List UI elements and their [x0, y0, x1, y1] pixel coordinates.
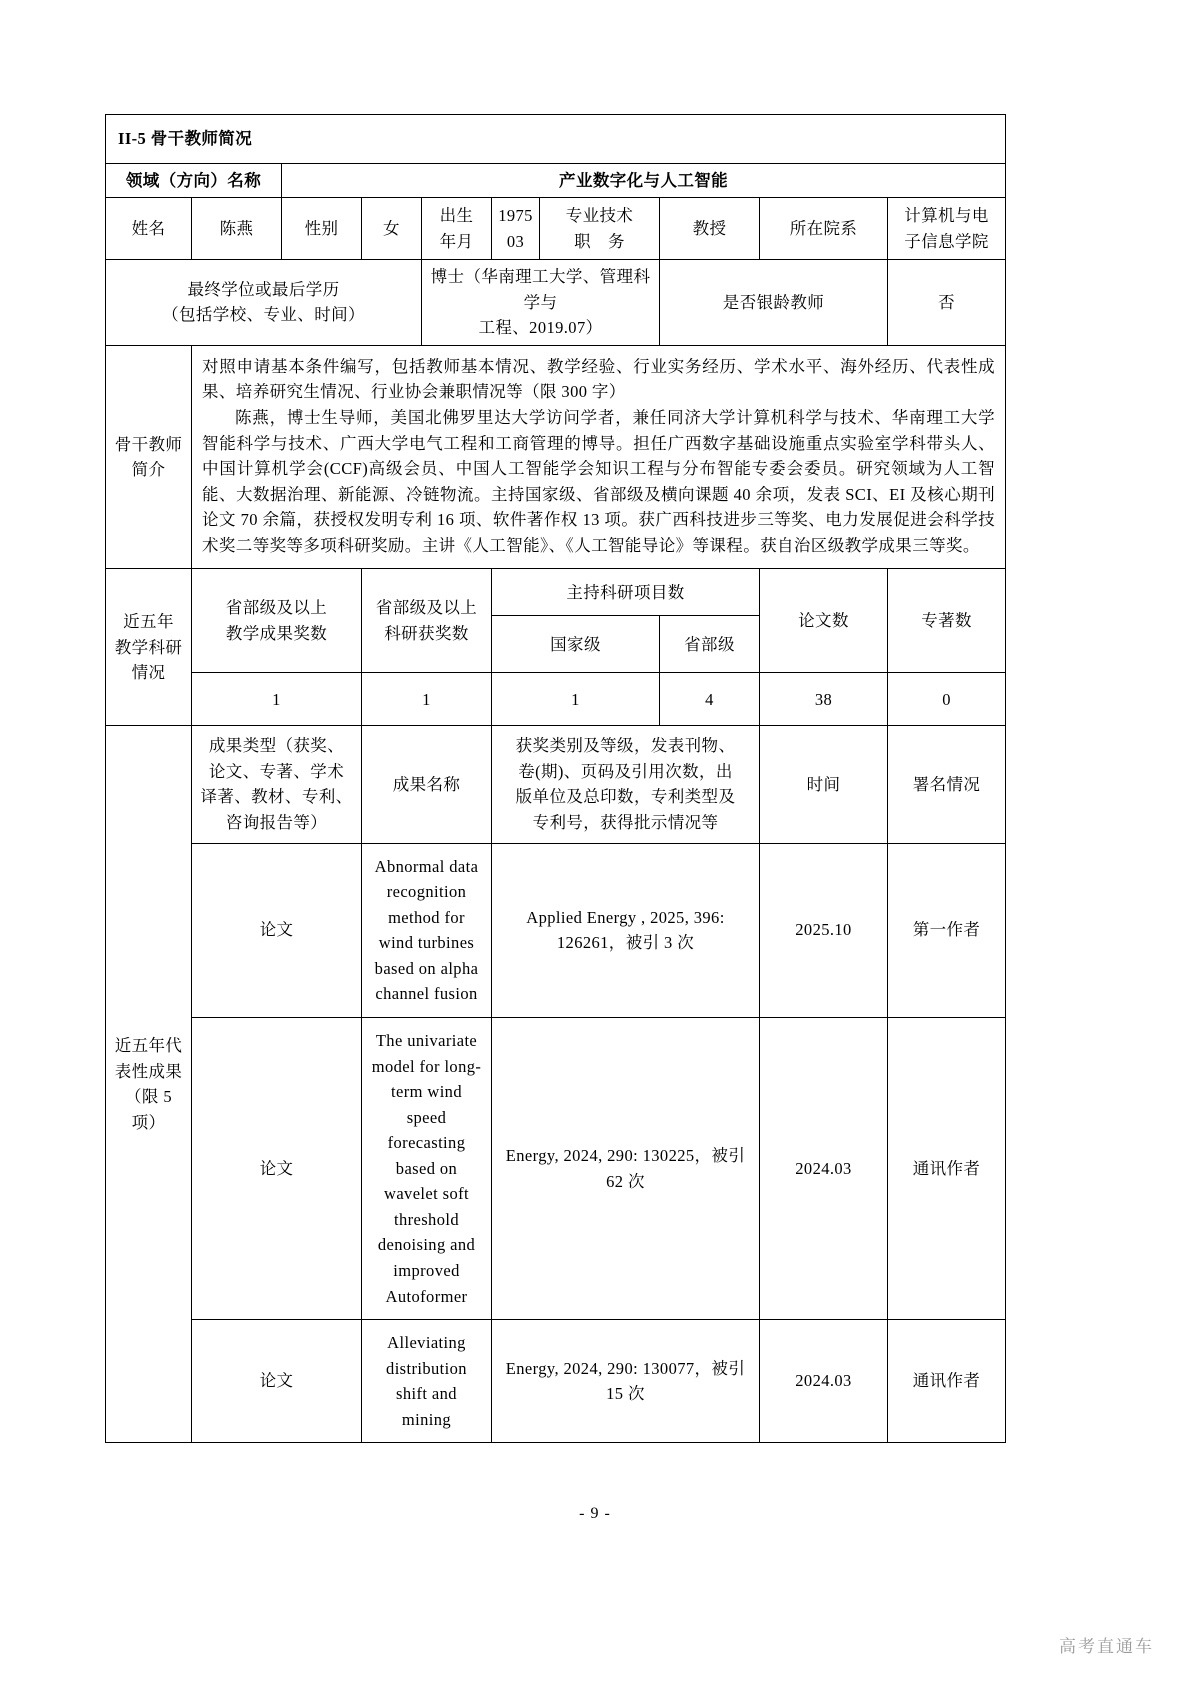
bio-row-label [106, 345, 192, 569]
achievement-detail: Applied Energy , 2025, 396: 126261，被引 3 次 [492, 843, 760, 1017]
achievements-header-time: 时间 [760, 726, 888, 843]
stats-row-label-line3: 情况 [131, 663, 166, 683]
achievement-title: Abnormal data recognition method for wind turbines based on alpha channel fusion [362, 843, 492, 1017]
stats-header-row [106, 569, 1006, 616]
achievement-type: 论文 [192, 1017, 362, 1319]
degree-label-line2: （包括学校、专业、时间） [162, 305, 365, 325]
faculty-profile-table [105, 114, 1006, 1443]
section-title: II-5 骨干教师简况 [106, 115, 1006, 164]
achievements-header-row [106, 726, 1006, 843]
achievements-header-type-line1: 成果类型（获奖、 [208, 736, 345, 756]
department-label: 所在院系 [760, 198, 888, 260]
stats-value-projects-national: 1 [492, 673, 660, 726]
achievements-row-label [106, 726, 192, 1443]
achievements-header-type-line3: 译著、教材、专利、 [200, 787, 353, 807]
birth-label-line2: 年月 [439, 231, 474, 251]
birth-label [422, 198, 492, 260]
achievement-title: Alleviating distribution shift and mining [362, 1320, 492, 1443]
form-sheet [105, 114, 1005, 1443]
achievements-header-type-line4: 咨询报告等） [225, 813, 328, 832]
achievement-time: 2025.10 [760, 843, 888, 1017]
achievements-header-authorship: 署名情况 [888, 726, 1006, 843]
stats-value-projects-provincial: 4 [660, 673, 760, 726]
page-number: - 9 - [579, 1505, 611, 1522]
achievements-row-label-line2: 表性成果 [114, 1061, 183, 1081]
table-row [106, 1320, 1006, 1443]
achievement-type: 论文 [192, 843, 362, 1017]
bio-row [106, 345, 1006, 569]
senior-teacher-value: 否 [888, 260, 1006, 346]
achievements-row-label-line3: （限 5 项） [125, 1087, 172, 1132]
bio-row-label-line2: 简介 [131, 460, 166, 480]
achievement-authorship: 第一作者 [888, 843, 1006, 1017]
achievement-time: 2024.03 [760, 1320, 888, 1443]
section-title-row [106, 115, 1006, 164]
degree-label-line1: 最终学位或最后学历 [187, 279, 340, 299]
stats-row-label-line2: 教学科研 [114, 637, 183, 657]
achievement-detail: Energy, 2024, 290: 130077，被引 15 次 [492, 1320, 760, 1443]
table-row [106, 1017, 1006, 1319]
professional-title-label-line2: 职 务 [574, 231, 625, 251]
achievement-time: 2024.03 [760, 1017, 888, 1319]
table-row [106, 843, 1006, 1017]
achievements-header-detail [492, 726, 760, 843]
senior-teacher-label: 是否银龄教师 [660, 260, 888, 346]
stats-header-research-award [362, 569, 492, 673]
professional-title-label [540, 198, 660, 260]
degree-value-line1: 博士（华南理工大学、管理科学与 [430, 267, 651, 312]
stats-header-projects-group: 主持科研项目数 [492, 569, 760, 616]
degree-value-line2: 工程、2019.07） [478, 318, 603, 338]
watermark: 高考直通车 [1059, 1637, 1154, 1656]
stats-value-teaching-award: 1 [192, 673, 362, 726]
name-label: 姓名 [106, 198, 192, 260]
stats-header-teaching-award-line2: 教学成果奖数 [225, 623, 328, 643]
birth-value [492, 198, 540, 260]
stats-header-papers: 论文数 [760, 569, 888, 673]
department-value-line1: 计算机与电 [904, 206, 989, 226]
professional-title-label-line1: 专业技术 [565, 206, 634, 226]
department-value-line2: 子信息学院 [904, 231, 989, 251]
achievements-header-type [192, 726, 362, 843]
birth-year: 1975 [498, 206, 533, 226]
achievement-authorship: 通讯作者 [888, 1017, 1006, 1319]
domain-row [106, 163, 1006, 198]
stats-header-teaching-award-line1: 省部级及以上 [225, 598, 328, 618]
degree-label [106, 260, 422, 346]
stats-header-research-award-line1: 省部级及以上 [375, 598, 478, 618]
personal-info-row [106, 198, 1006, 260]
stats-header-projects-national: 国家级 [492, 616, 660, 673]
birth-month: 03 [506, 231, 525, 251]
stats-row-label-line1: 近五年 [123, 611, 174, 631]
stats-values-row [106, 673, 1006, 726]
stats-header-monographs: 专著数 [888, 569, 1006, 673]
degree-row [106, 260, 1006, 346]
achievements-header-detail-line1: 获奖类别及等级，发表刊物、 [515, 736, 736, 756]
department-value [888, 198, 1006, 260]
degree-value [422, 260, 660, 346]
domain-label: 领域（方向）名称 [106, 163, 282, 198]
achievements-header-detail-line3: 版单位及总印数，专利类型及 [515, 787, 736, 807]
stats-value-monographs: 0 [888, 673, 1006, 726]
bio-content-cell [192, 345, 1006, 569]
name-value: 陈燕 [192, 198, 282, 260]
achievement-type: 论文 [192, 1320, 362, 1443]
bio-content: 陈燕，博士生导师，美国北佛罗里达大学访问学者，兼任同济大学计算机科学与技术、华南理工大学智能科学与技术、广西大学电气工程和工商管理的博导。担任广西数字基础设施重点实验室学科带头人、中国计算机学会(CCF)高级会员、中国人工智能学会知识工程与分布智能专委会委员。研究领域为人工智能、大数据治理、新能源、冷链物流。主持国家级、省部级及横向课题 40 余项，发表 SCI、EI 及核心期刊论文 70 余篇，获授权发明专利 16 项、软件著作权 13 项。获广西科技进步三等奖、电力发展促进会科学技术奖二等奖等多项科研奖励。主讲《人工智能》、《人工智能导论》等课程。获自治区级教学成果三等奖。 [202, 407, 996, 555]
stats-header-teaching-award [192, 569, 362, 673]
professional-title-value: 教授 [660, 198, 760, 260]
bio-row-label-line1: 骨干教师 [114, 434, 183, 454]
bio-instruction: 对照申请基本条件编写，包括教师基本情况、教学经验、行业实务经历、学术水平、海外经历、代表性成果、培养研究生情况、行业协会兼职情况等（限 300 字） [202, 356, 996, 402]
achievements-header-detail-line4: 专利号，获得批示情况等 [532, 813, 719, 832]
stats-value-research-award: 1 [362, 673, 492, 726]
achievements-header-detail-line2: 卷(期)、页码及引用次数，出 [518, 761, 733, 781]
domain-value: 产业数字化与人工智能 [282, 163, 1006, 198]
achievement-detail: Energy, 2024, 290: 130225，被引 62 次 [492, 1017, 760, 1319]
achievements-header-title: 成果名称 [362, 726, 492, 843]
gender-value: 女 [362, 198, 422, 260]
achievement-title: The univariate model for long-term wind speed forecasting based on wavelet soft threshold denoising and improved Autoformer [362, 1017, 492, 1319]
stats-header-projects-provincial: 省部级 [660, 616, 760, 673]
stats-row-label [106, 569, 192, 726]
achievements-header-type-line2: 论文、专著、学术 [208, 761, 345, 781]
achievement-authorship: 通讯作者 [888, 1320, 1006, 1443]
stats-header-research-award-line2: 科研获奖数 [384, 623, 469, 643]
achievements-row-label-line1: 近五年代 [114, 1036, 183, 1056]
stats-value-papers: 38 [760, 673, 888, 726]
birth-label-line1: 出生 [439, 206, 474, 226]
gender-label: 性别 [282, 198, 362, 260]
